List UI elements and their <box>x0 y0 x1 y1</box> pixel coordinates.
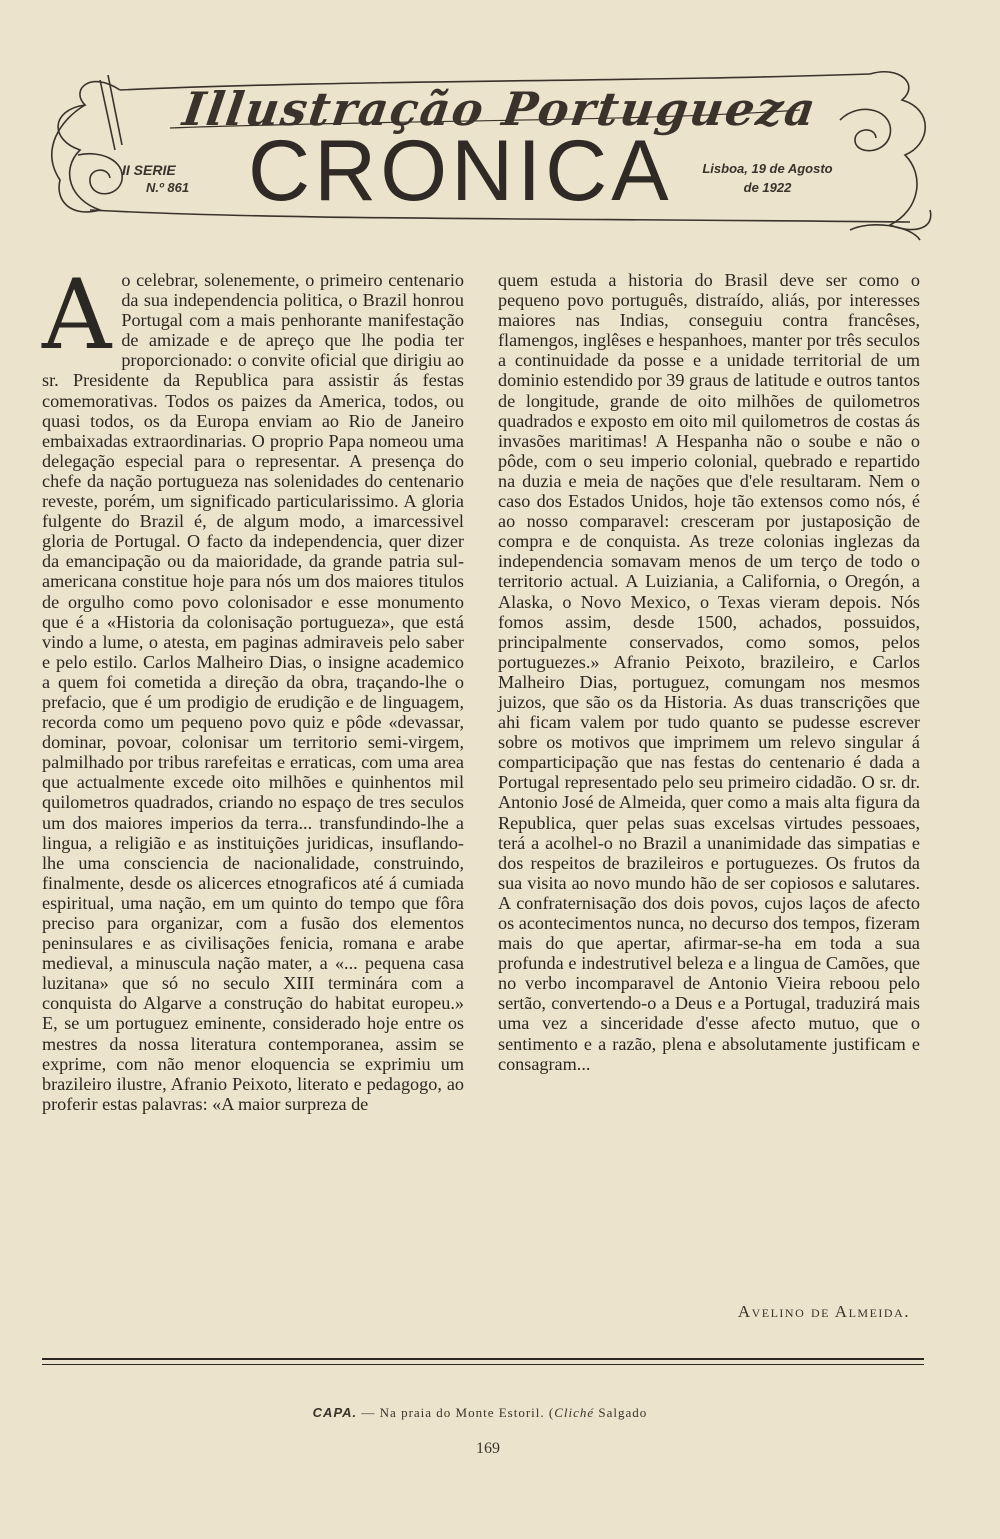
masthead-banner <box>30 60 970 250</box>
article-column-left <box>42 259 464 1114</box>
serie-label: II SERIE <box>122 162 176 178</box>
page-number: 169 <box>476 1440 500 1457</box>
footer-rule-top <box>42 1358 924 1360</box>
drop-cap: A <box>42 259 112 371</box>
magazine-title: Illustração Portugueza <box>179 82 821 136</box>
photo-credit: Salgado <box>594 1405 648 1420</box>
place-date: Lisboa, 19 de Agosto <box>702 161 833 176</box>
article-column-right <box>498 270 920 1074</box>
article-text-left: o celebrar, solenemente, o primeiro centenario da sua independencia politica, o Brazil honrou Portugal com a mais penhorante manifestação de amizade e de apreço que lhe podia ter proporcionado: o convite oficial que dirigiu ao sr. Presidente da Republica para assistir ás festas comemorativas. Todos os paizes da America, todos, ou quasi todos, os da Europa enviam ao Rio de Janeiro embaixadas extraordinarias. O proprio Papa nomeou uma delegação especial para o representar. A presença do chefe da nação portugueza nas solenidades do centenario reveste, porém, um significado particularissimo. A gloria fulgente do Brazil é, de algum modo, a imarcessivel gloria de Portugal. O facto da independencia, quer dizer da emancipação ou da maioridade, da grande patria sul-americana constitue hoje para nós um dos maiores titulos de orgulho como povo colonisador e esse monumento que é a «Historia da colonisação portugueza», que está vindo a lume, o atesta, em paginas admiraveis pelo saber e pelo estilo. Carlos Malheiro Dias, o insigne academico a quem foi cometida a direção da obra, traçando-lhe o prefacio, que é um prodigio de erudição e de linguagem, recorda como um pequeno povo quiz e pôde «devassar, dominar, povoar, colonisar um territorio semi-virgem, palmilhado por tribus rarefeitas e erraticas, com uma area que actualmente excede oito milhões e quinhentos mil quilometros quadrados, criando no espaço de tres seculos um dos maiores imperios da terra... transfundindo-lhe a lingua, a religião e as instituições juridicas, insuflando-lhe uma consciencia de nacionalidade, construindo, finalmente, desde os alicerces etnograficos até á cumiada espiritual, uma nação, em um quinto do tempo que fôra preciso para organizar, com a fusão dos elementos peninsulares e as civilisações fenicia, romana e arabe medieval, a minuscula nação mater, a «... pequena casa luzitana» que só no seculo XIII terminára com a conquista do Algarve a construção do habitat europeu.» E, se um portuguez eminente, considerado hoje entre os mestres da nossa literatura contemporanea, assim se exprime, com não menor eloquencia se exprimiu um brazileiro ilustre, Afranio Peixoto, literato e pedagogo, ao proferir estas palavras: «A maior surpreza de <box>42 270 464 1114</box>
capa-label: CAPA. <box>312 1405 358 1420</box>
footer-rule-bottom <box>42 1364 924 1365</box>
cover-caption <box>0 1405 960 1421</box>
cliche-label: Cliché <box>554 1405 595 1420</box>
section-title: CRONICA <box>248 123 673 219</box>
author-signature: Avelino de Almeida. <box>737 1302 910 1321</box>
issue-number: N.º 861 <box>146 180 190 195</box>
article-text-right: quem estuda a historia do Brasil deve ser como o pequeno povo português, distraído, aliás, por interesses maiores nas Indias, conseguiu contra francêses, flamengos, inglêses e hespanhoes, manter por três seculos a continuidade da posse e a unidade territorial de um dominio estendido por 39 graus de latitude e outros tantos de longitude, grande de oito milhões de quilometros quadrados e exposto em oito mil quilometros de costas ás invasões maritimas! A Hespanha não o soube e não o pôde, com o seu imperio colonial, quebrado e repartido na duzia e meia de nações que d'ele resultaram. Nem o caso dos Estados Unidos, hoje tão extensos como nós, é ao nosso comparavel: cresceram por justaposição de compra e de conquista. As treze colonias inglezas da independencia somavam menos de um terço de todo o territorio actual. A Luiziania, a California, o Oregón, a Alaska, o Novo Mexico, o Texas vieram depois. Nós fomos assim, desde 1500, achados, possuidos, principalmente conservados, como somos, pelos portuguezes.» Afranio Peixoto, brazileiro, e Carlos Malheiro Dias, portuguez, comungam nos mesmos juizos, que são os da Historia. As duas transcrições que ahi ficam valem por tudo quanto se pudesse escrever sobre os motivos que imprimem um relevo singular á comparticipação que nas festas do centenario é dada a Portugal representado pelo seu primeiro cidadão. O sr. dr. Antonio José de Almeida, quer como a mais alta figura da Republica, quer pelas suas excelsas virtudes pessoaes, terá a acolhel-o no Brazil a unanimidade das simpatias e dos respeitos de brazileiros e portuguezes. Os frutos da sua visita ao novo mundo hão de ser copiosos e salutares. A confraternisação dos dois povos, cujos laços de afecto os acontecimentos nunca, no decurso dos tempos, fizeram mais do que apertar, afirmar-se-ha em toda a sua profunda e indestrutivel beleza e a lingua de Camões, que no verbo incomparavel de Antonio Vieira reboou pelo sertão, convertendo-o a Deus e a Portugal, traduzirá mais uma vez a sinceridade d'esse afecto mutuo, que o sentimento e a razão, plena e absolutamente justificam e consagram... <box>498 270 920 1074</box>
capa-text: — Na praia do Monte Estoril. ( <box>357 1405 555 1420</box>
issue-year: de 1922 <box>743 180 792 195</box>
